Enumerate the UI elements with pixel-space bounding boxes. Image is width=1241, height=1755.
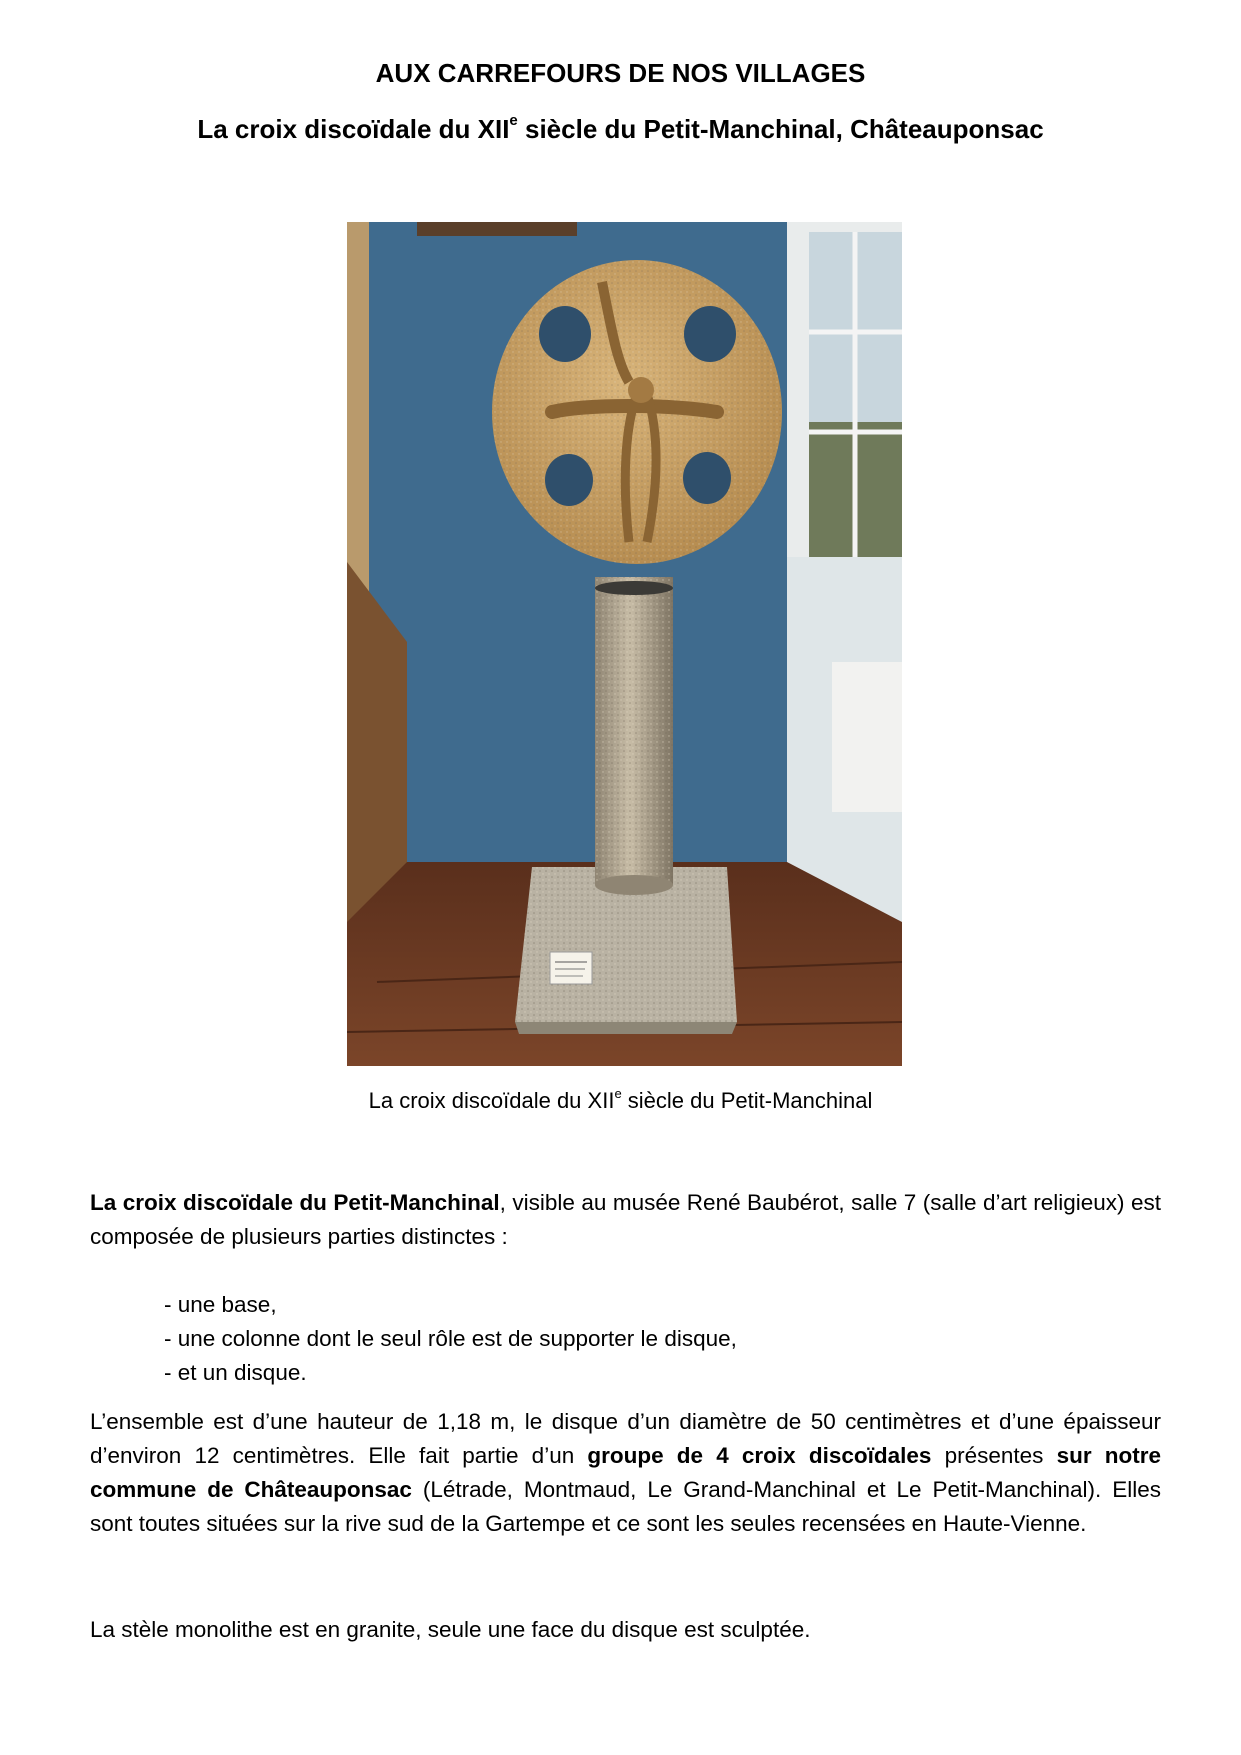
radiator	[832, 662, 902, 812]
dimensions-text-1: L’ensemble est d’une hauteur de 1,18 m, le disque d’un diamètre de 50 centimètres et d’une épaisseur d’environ 12 centimètres. Elle fait partie d’un	[90, 1409, 1161, 1468]
subtitle-text-before: La croix discoïdale du XII	[197, 114, 510, 144]
picture-frame	[417, 222, 577, 236]
list-item: - une base,	[164, 1292, 277, 1317]
intro-text: , visible au musée René Baubérot, salle 7 (salle d’art religieux) est composée de plusieurs parties distinctes :	[90, 1190, 1161, 1249]
caption-text-before: La croix discoïdale du XII	[368, 1088, 615, 1113]
parts-list	[164, 1288, 737, 1390]
page-subtitle	[0, 114, 1241, 145]
dimensions-bold-2: sur notre commune de Châteauponsac	[90, 1443, 1161, 1502]
disc-hole-bottom-right	[683, 452, 731, 504]
caption-superscript: e	[614, 1086, 622, 1101]
paragraph-dimensions	[90, 1405, 1161, 1541]
label-card	[550, 952, 592, 984]
photo-caption	[0, 1088, 1241, 1114]
caption-text-after: siècle du Petit-Manchinal	[621, 1088, 873, 1113]
cross-photo	[347, 222, 902, 1066]
subtitle-text-after: siècle du Petit-Manchinal, Châteauponsac	[517, 114, 1044, 144]
page-title: AUX CARREFOURS DE NOS VILLAGES	[375, 58, 866, 88]
paragraph-material: La stèle monolithe est en granite, seule une face du disque est sculptée.	[90, 1617, 811, 1642]
dimensions-text-2: présentes	[931, 1443, 1057, 1468]
list-item: - une colonne dont le seul rôle est de supporter le disque,	[164, 1326, 737, 1351]
paragraph-intro	[90, 1186, 1161, 1254]
intro-bold: La croix discoïdale du Petit-Manchinal	[90, 1190, 500, 1215]
cross-photo-drawing	[347, 222, 902, 1066]
dimensions-bold-1: groupe de 4 croix discoïdales	[587, 1443, 932, 1468]
disc-hole-top-left	[539, 306, 591, 362]
disc-hole-top-right	[684, 306, 736, 362]
disc-hole-bottom-left	[545, 454, 593, 506]
list-item: - et un disque.	[164, 1360, 307, 1385]
carved-head	[628, 377, 654, 403]
column-ring	[595, 581, 673, 595]
dimensions-text-3: (Létrade, Montmaud, Le Grand-Manchinal et Le Petit-Manchinal). Elles sont toutes situées sur la rive sud de la Gartempe et ce sont les seules recensées en Haute-Vienne.	[90, 1477, 1161, 1536]
subtitle-superscript: e	[509, 112, 518, 129]
